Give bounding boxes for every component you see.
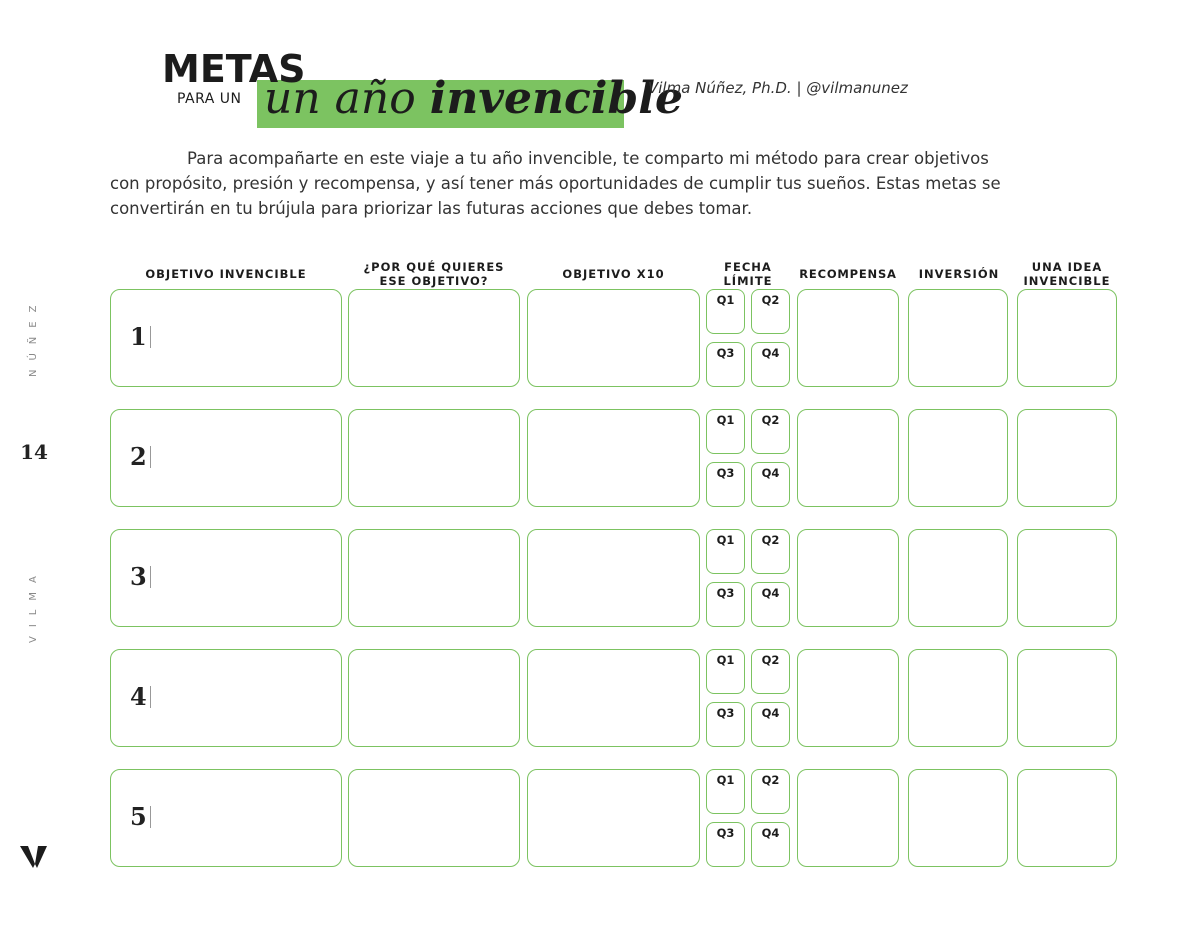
inversion-cell[interactable] (908, 289, 1008, 387)
quarter-box[interactable]: Q1 (706, 529, 745, 574)
author-credit: Vilma Núñez, Ph.D. | @vilmanunez (648, 79, 908, 97)
column-header-recompensa: RECOMPENSA (799, 267, 897, 281)
idea-cell[interactable] (1017, 289, 1117, 387)
row-number-label: 1 (130, 322, 147, 351)
text-cursor (150, 566, 151, 588)
idea-cell[interactable] (1017, 409, 1117, 507)
recompensa-cell[interactable] (797, 769, 899, 867)
por-que-cell[interactable] (348, 289, 520, 387)
quarter-box[interactable]: Q1 (706, 649, 745, 694)
por-que-cell[interactable] (348, 529, 520, 627)
recompensa-cell[interactable] (797, 529, 899, 627)
title-script-light: un año (264, 73, 430, 124)
x10-cell[interactable] (527, 529, 700, 627)
quarter-box[interactable]: Q3 (706, 342, 745, 387)
inversion-cell[interactable] (908, 769, 1008, 867)
row-number (130, 322, 151, 351)
row-number (130, 682, 151, 711)
quarter-box[interactable]: Q3 (706, 582, 745, 627)
quarter-box[interactable]: Q1 (706, 289, 745, 334)
idea-cell[interactable] (1017, 649, 1117, 747)
inversion-cell[interactable] (908, 409, 1008, 507)
quarter-box[interactable]: Q2 (751, 529, 790, 574)
por-que-cell[interactable] (348, 409, 520, 507)
v-logo-icon (18, 840, 50, 870)
intro-line: con propósito, presión y recompensa, y así tener más oportunidades de cumplir tus sueños. Estas metas se (110, 174, 1001, 193)
quarter-box[interactable]: Q4 (751, 702, 790, 747)
quarter-box[interactable]: Q4 (751, 462, 790, 507)
inversion-cell[interactable] (908, 529, 1008, 627)
quarter-box[interactable]: Q1 (706, 409, 745, 454)
intro-line: convertirán en tu brújula para priorizar las futuras acciones que debes tomar. (110, 199, 753, 218)
quarter-box[interactable]: Q2 (751, 409, 790, 454)
column-header-x10: OBJETIVO X10 (562, 267, 665, 281)
x10-cell[interactable] (527, 649, 700, 747)
sidebar-vertical-surname: NÚÑEZ (28, 296, 39, 378)
text-cursor (150, 686, 151, 708)
text-cursor (150, 326, 151, 348)
page-number: 14 (20, 440, 48, 464)
intro-paragraph (110, 146, 1100, 221)
row-number-label: 4 (130, 682, 147, 711)
x10-cell[interactable] (527, 289, 700, 387)
row-number (130, 562, 151, 591)
column-header-inversion: INVERSIÓN (918, 267, 1000, 281)
idea-cell[interactable] (1017, 529, 1117, 627)
quarter-box[interactable]: Q2 (751, 649, 790, 694)
por-que-cell[interactable] (348, 769, 520, 867)
por-que-cell[interactable] (348, 649, 520, 747)
quarter-box[interactable]: Q4 (751, 822, 790, 867)
title-script (264, 70, 683, 128)
column-header-idea: UNA IDEA INVENCIBLE (1023, 260, 1111, 288)
text-cursor (150, 806, 151, 828)
intro-line: Para acompañarte en este viaje a tu año invencible, te comparto mi método para crear objetivos (187, 149, 989, 168)
sidebar-vertical-name: VILMA (28, 567, 39, 643)
quarter-box[interactable]: Q4 (751, 342, 790, 387)
row-number (130, 442, 151, 471)
idea-cell[interactable] (1017, 769, 1117, 867)
column-header-fecha: FECHA LÍMITE (723, 260, 773, 288)
column-header-objetivo: OBJETIVO INVENCIBLE (145, 267, 307, 281)
quarter-box[interactable]: Q3 (706, 702, 745, 747)
quarter-box[interactable]: Q2 (751, 769, 790, 814)
quarter-box[interactable]: Q3 (706, 822, 745, 867)
recompensa-cell[interactable] (797, 409, 899, 507)
inversion-cell[interactable] (908, 649, 1008, 747)
recompensa-cell[interactable] (797, 289, 899, 387)
x10-cell[interactable] (527, 769, 700, 867)
title-script-bold: invencible (429, 73, 683, 124)
row-number-label: 2 (130, 442, 147, 471)
quarter-box[interactable]: Q1 (706, 769, 745, 814)
row-number-label: 3 (130, 562, 147, 591)
title-prefix: PARA UN (177, 91, 242, 107)
row-number-label: 5 (130, 802, 147, 831)
recompensa-cell[interactable] (797, 649, 899, 747)
page-title: METAS (162, 47, 306, 91)
column-header-por-que: ¿POR QUÉ QUIERES ESE OBJETIVO? (363, 260, 505, 288)
quarter-box[interactable]: Q2 (751, 289, 790, 334)
row-number (130, 802, 151, 831)
x10-cell[interactable] (527, 409, 700, 507)
quarter-box[interactable]: Q4 (751, 582, 790, 627)
quarter-box[interactable]: Q3 (706, 462, 745, 507)
text-cursor (150, 446, 151, 468)
